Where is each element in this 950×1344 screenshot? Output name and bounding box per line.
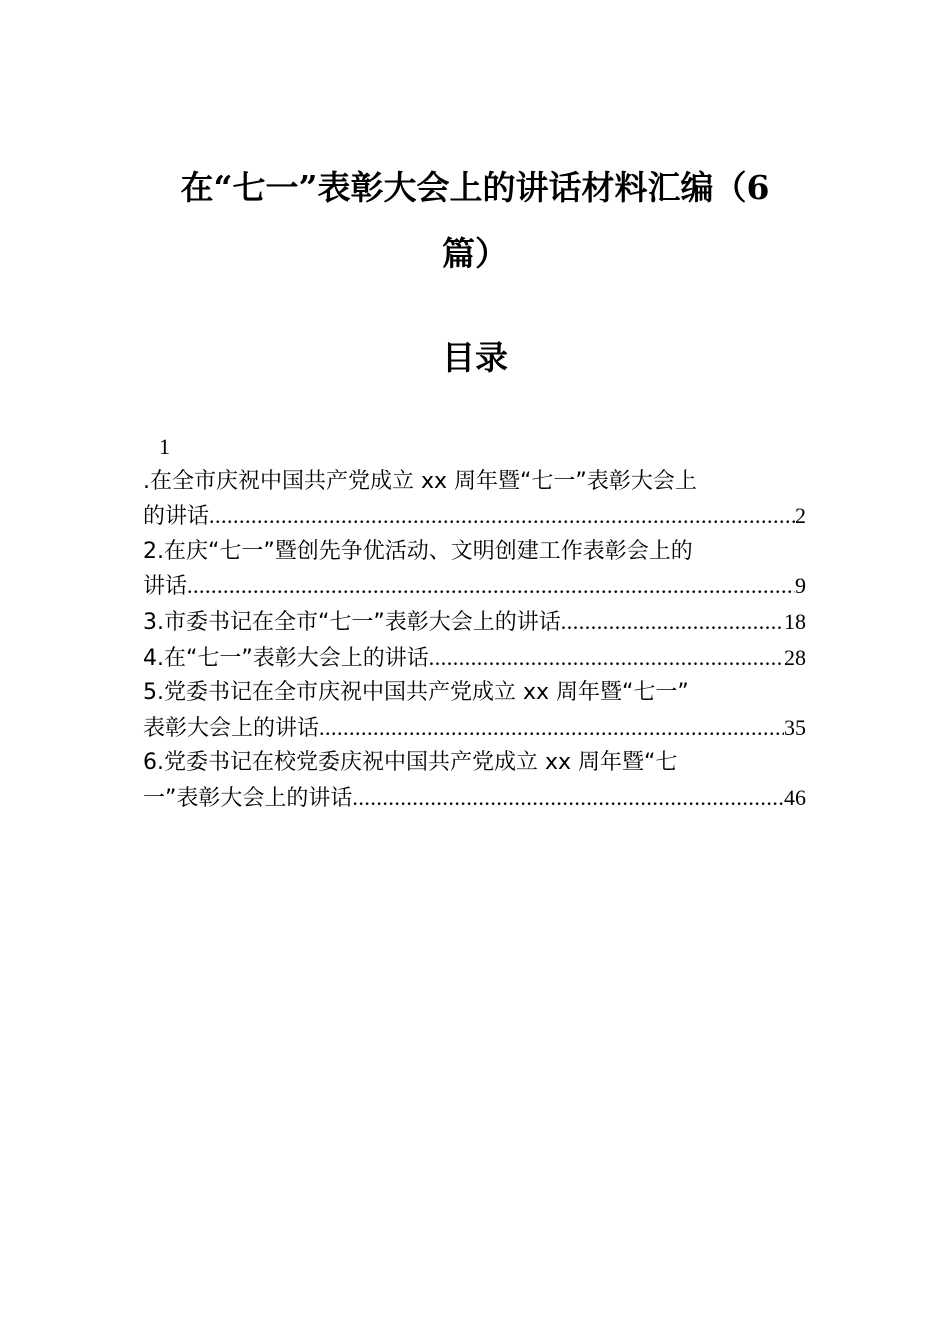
toc-entry-1[interactable]: [143, 430, 806, 535]
toc-entry-1-number: 1: [159, 434, 170, 459]
toc-entry-4-line: [143, 641, 806, 677]
toc-entry-4-dot-leader: [429, 641, 784, 676]
toc-entry-5-title-line-2: 表彰大会上的讲话: [143, 715, 320, 741]
toc-entry-1-title-line-2: 的讲话: [143, 504, 210, 530]
toc-entry-5[interactable]: [143, 676, 806, 746]
document-title: [143, 155, 807, 287]
toc-entry-6-dot-leader: [352, 781, 784, 816]
toc-entry-4-page: 28: [784, 644, 806, 670]
toc-entry-3-title: 3.市委书记在全市“七一”表彰大会上的讲话: [143, 609, 561, 635]
toc-entry-1-dot-leader: [209, 499, 795, 534]
toc-entry-6-page: 46: [784, 784, 806, 810]
toc-entry-1-page: 2: [795, 503, 806, 529]
toc-entry-3[interactable]: [143, 605, 806, 641]
toc-entry-5-dot-leader: [319, 711, 784, 746]
toc-entry-3-line: [143, 605, 806, 641]
document-title-line-1: 在“七一”表彰大会上的讲话材料汇编（6: [180, 168, 770, 207]
toc-entry-2-page: 9: [795, 573, 806, 599]
toc-entry-4[interactable]: [143, 641, 806, 677]
document-title-line-2: 篇）: [442, 234, 508, 273]
toc-entry-2-title-line-1: 2.在庆“七一”暨创先争优活动、文明创建工作表彰会上的: [143, 538, 693, 564]
toc-entry-6-title-line-2: 一”表彰大会上的讲话: [143, 785, 353, 811]
toc-entry-2-last-line: [143, 569, 806, 605]
toc-entry-3-dot-leader: [561, 605, 784, 640]
table-of-contents: [143, 430, 806, 817]
toc-entry-2-title-line-2: 讲话: [143, 574, 188, 600]
toc-entry-6-title-line-1: 6.党委书记在校党委庆祝中国共产党成立 xx 周年暨“七: [143, 750, 678, 776]
toc-entry-3-page: 18: [784, 608, 806, 634]
toc-entry-5-last-line: [143, 711, 806, 747]
toc-heading: 目录: [442, 338, 508, 377]
toc-entry-6[interactable]: [143, 746, 806, 816]
toc-entry-4-title: 4.在“七一”表彰大会上的讲话: [143, 645, 429, 671]
toc-entry-1-last-line: [143, 499, 806, 535]
toc-entry-6-last-line: [143, 781, 806, 817]
toc-entry-2-dot-leader: [187, 569, 795, 604]
toc-entry-5-title-line-1: 5.党委书记在全市庆祝中国共产党成立 xx 周年暨“七一”: [143, 680, 689, 706]
toc-entry-5-page: 35: [784, 714, 806, 740]
toc-entry-1-title-line-1: .在全市庆祝中国共产党成立 xx 周年暨“七一”表彰大会上: [143, 468, 697, 494]
toc-entry-2[interactable]: [143, 535, 806, 605]
